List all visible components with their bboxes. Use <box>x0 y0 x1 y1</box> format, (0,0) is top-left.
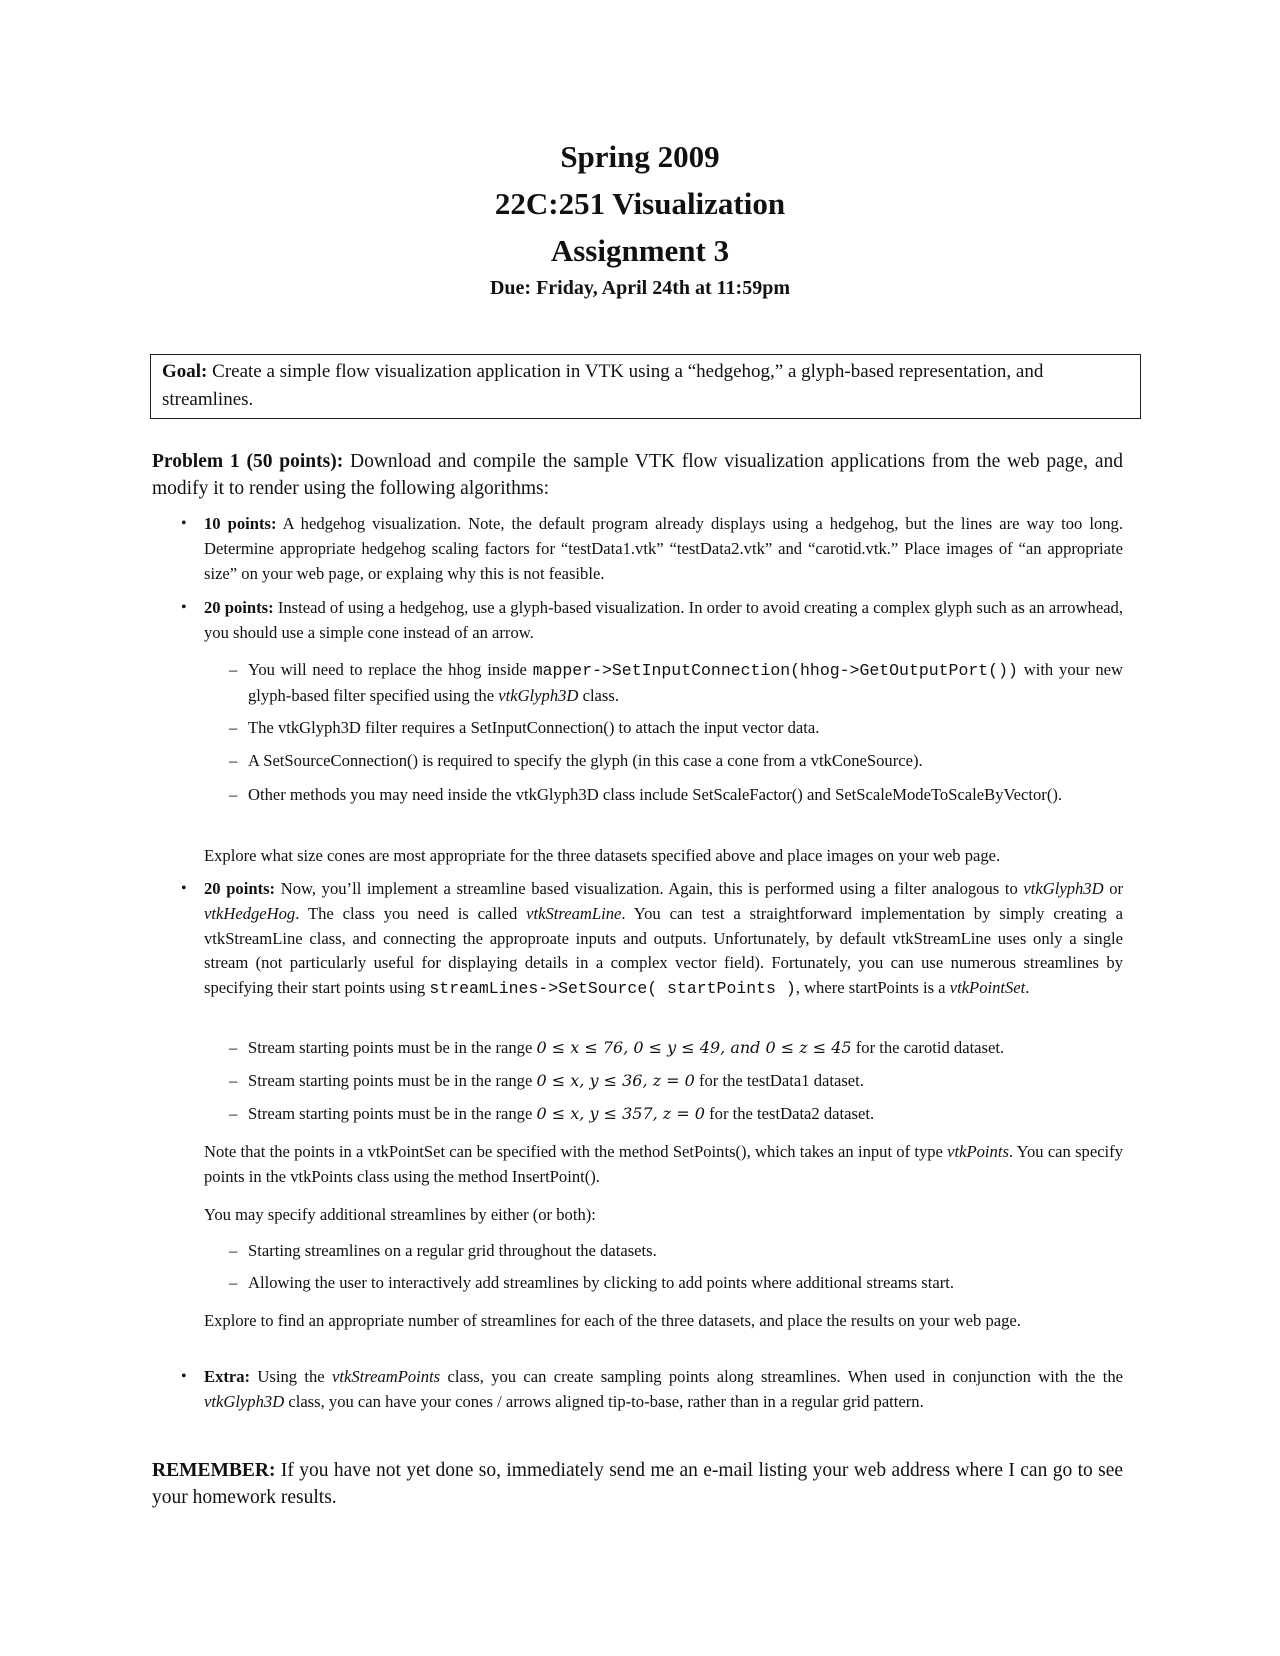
remember-note <box>152 1457 1123 1511</box>
extra-text: class, you can create sampling points along streamlines. When used in conjunction with the the <box>447 1367 1123 1386</box>
range-text: Stream starting points must be in the range <box>248 1071 533 1090</box>
class-name: vtkGlyph3D <box>204 1391 285 1411</box>
semester-title: Spring 2009 <box>560 139 720 174</box>
range-text: for the testData1 dataset. <box>698 1071 864 1090</box>
streamline-text: or <box>1109 879 1124 898</box>
dash-marker: – <box>229 751 238 770</box>
bullet-marker: • <box>181 599 187 616</box>
goal-box <box>150 354 1141 419</box>
bullet-glyph-text: Instead of using a hedgehog, use a glyph-based visualization. In order to avoid creating a complex glyph such as an arrowhead, you should use a simple cone instead of an arrow. <box>204 598 1124 642</box>
problem-1-label: Problem 1 (50 points): <box>152 451 344 472</box>
bullet-glyph <box>181 596 1124 646</box>
dash-marker: – <box>229 1241 238 1260</box>
math-expression: 0 ≤ x, y ≤ 36, z = 0 <box>536 1071 695 1090</box>
code-snippet: mapper->SetInputConnection(hhog->GetOutputPort()) <box>532 661 1018 680</box>
class-name: vtkHedgeHog <box>204 903 296 923</box>
dash-marker: – <box>229 785 238 804</box>
streamline-text: . You can test a straightforward implementation by simply creating a vtkStreamLine class, and connecting the approproate inputs and outputs. Unfortunately, by default vtkStreamLine uses only a single stream (not particularly useful for displaying details in a complex vector field). Fortunately, you can use numerous streamlines by specifying their start points using <box>204 903 1123 998</box>
range-text: for the carotid dataset. <box>855 1038 1005 1057</box>
bullet-marker: • <box>181 515 187 532</box>
glyph-subitem-1 <box>229 658 1123 709</box>
streamline-text: . The class you need is called <box>295 903 518 923</box>
bullet-hedgehog-text: A hedgehog visualization. Note, the default program already displays using a hedgehog, but the lines are way too long. Determine appropriate hedgehog scaling factors for “testData1.vtk” “testData2.vtk” and “carotid.vtk.” Place images of “an appropriate size” on your web page, or explaing why this is not feasible. <box>204 514 1123 583</box>
note-text: Note that the points in a vtkPointSet can be specified with the method SetPoints(), which takes an input of type <box>204 1142 943 1161</box>
range-testdata1 <box>229 1069 1123 1094</box>
subitem-text: class. <box>582 685 619 705</box>
class-name: vtkGlyph3D <box>498 685 579 705</box>
remember-text: If you have not yet done so, immediately send me an e-mail listing your web address where I can go to see your homework results. <box>152 1460 1123 1508</box>
bullet-glyph-label: 20 points: <box>204 598 274 617</box>
title-block <box>0 133 1280 300</box>
range-testdata2 <box>229 1102 1123 1127</box>
bullet-marker: • <box>181 1368 187 1385</box>
problem-1-intro <box>152 448 1123 502</box>
dash-marker: – <box>229 718 238 737</box>
math-expression: 0 ≤ x ≤ 76, 0 ≤ y ≤ 49, and 0 ≤ z ≤ 45 <box>536 1038 852 1057</box>
class-name: vtkPoints <box>947 1142 1009 1161</box>
bullet-streamline-label: 20 points: <box>204 879 276 898</box>
subitem-text: A SetSourceConnection() is required to specify the glyph (in this case a cone from a vtkConeSource). <box>248 751 923 770</box>
dash-marker: – <box>229 660 238 679</box>
streamline-explore-note: Explore to find an appropriate number of streamlines for each of the three datasets, and place the results on your web page. <box>204 1311 1021 1330</box>
subitem-text: with your new glyph-based filter specified using the <box>248 660 1123 705</box>
extra-text: class, you can have your cones / arrows aligned tip-to-base, rather than in a regular grid pattern. <box>288 1391 924 1411</box>
bullet-extra <box>181 1365 1123 1415</box>
pointset-note <box>204 1140 1123 1190</box>
option-interactive <box>229 1271 1123 1296</box>
dash-marker: – <box>229 1273 238 1292</box>
course-title: 22C:251 Visualization <box>494 186 786 221</box>
streamline-text: , where startPoints is a <box>795 978 946 998</box>
goal-text: Create a simple flow visualization application in VTK using a “hedgehog,” a glyph-based representation, and streamlines. <box>162 361 1044 410</box>
glyph-subitem-4 <box>229 783 1123 808</box>
class-name: vtkGlyph3D <box>1023 879 1104 898</box>
glyph-subitem-3 <box>229 749 1123 774</box>
assignment-title: Assignment 3 <box>550 233 730 268</box>
bullet-streamline <box>181 877 1124 1002</box>
goal-label: Goal: <box>162 361 208 382</box>
option-text: Allowing the user to interactively add streamlines by clicking to add points where additional streams start. <box>248 1273 954 1292</box>
streamline-text: Now, you’ll implement a streamline based visualization. Again, this is performed using a filter analogous to <box>280 879 1018 898</box>
option-grid <box>229 1239 1123 1264</box>
bullet-hedgehog <box>181 512 1123 586</box>
range-text: Stream starting points must be in the range <box>248 1038 533 1057</box>
extra-text: Using the <box>257 1367 325 1386</box>
subitem-text: The vtkGlyph3D filter requires a SetInputConnection() to attach the input vector data. <box>248 718 820 737</box>
dash-marker: – <box>229 1104 238 1123</box>
streamline-text: . <box>1025 978 1030 998</box>
due-date: Due: Friday, April 24th at 11:59pm <box>489 277 790 299</box>
bullet-hedgehog-label: 10 points: <box>204 514 277 533</box>
range-text: Stream starting points must be in the range <box>248 1104 533 1123</box>
range-carotid <box>229 1036 1123 1061</box>
subitem-text: You will need to replace the hhog inside <box>248 660 527 679</box>
note-text: . You can specify points in the vtkPoints class using the method InsertPoint(). <box>204 1142 1123 1186</box>
option-text: Starting streamlines on a regular grid throughout the datasets. <box>248 1241 657 1260</box>
glyph-subitem-2 <box>229 716 1123 741</box>
extra-label: Extra: <box>204 1367 251 1386</box>
dash-marker: – <box>229 1038 238 1057</box>
bullet-marker: • <box>181 880 187 897</box>
code-snippet: streamLines->SetSource( startPoints ) <box>429 979 796 999</box>
additional-streamlines-note: You may specify additional streamlines by either (or both): <box>204 1205 596 1224</box>
subitem-text: Other methods you may need inside the vtkGlyph3D class include SetScaleFactor() and SetScaleModeToScaleByVector(). <box>248 785 1063 804</box>
class-name: vtkStreamPoints <box>332 1367 441 1386</box>
class-name: vtkPointSet <box>949 978 1026 998</box>
glyph-explore-note: Explore what size cones are most appropriate for the three datasets specified above and place images on your web page. <box>204 846 1001 865</box>
problem-1-text: Download and compile the sample VTK flow visualization applications from the web page, and modify it to render using the following algorithms: <box>152 451 1123 499</box>
class-name: vtkStreamLine <box>526 903 622 923</box>
range-text: for the testData2 dataset. <box>709 1104 875 1123</box>
dash-marker: – <box>229 1071 238 1090</box>
math-expression: 0 ≤ x, y ≤ 357, z = 0 <box>536 1104 705 1123</box>
remember-label: REMEMBER: <box>152 1460 276 1481</box>
